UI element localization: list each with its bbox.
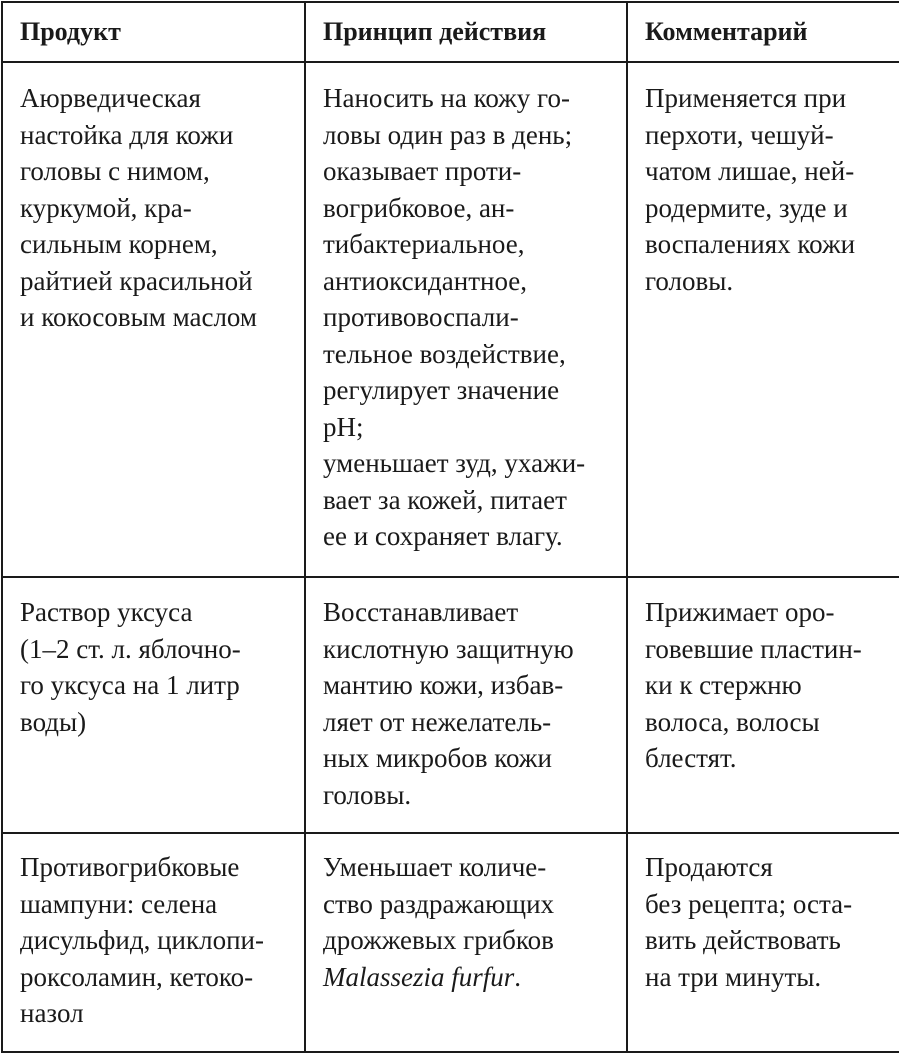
period: . xyxy=(514,961,522,992)
text-line: Восстанавливает xyxy=(323,597,519,627)
text-line: головы. xyxy=(645,265,734,296)
text-line: дрожжевых грибков xyxy=(323,925,554,955)
text-line: волоса, волосы xyxy=(645,706,820,737)
text-line: говевшие пластин- xyxy=(645,633,862,664)
text-line: мантию кожи, избав- xyxy=(323,670,564,700)
text-line: и кокосовым маслом xyxy=(20,302,257,332)
text-line: вогрибковое, ан- xyxy=(323,192,515,223)
cell-comment xyxy=(627,833,899,1052)
cell-comment xyxy=(627,62,899,577)
text-line: Уменьшает количе- xyxy=(323,852,547,882)
header-product: Продукт xyxy=(2,2,305,62)
species-name: Malassezia furfur xyxy=(323,961,515,992)
text-line: тельное воздействие, xyxy=(323,338,566,369)
text-line: уменьшает зуд, ухажи- xyxy=(323,448,586,478)
text-line: сильным корнем, xyxy=(20,229,218,259)
text-line: pH; xyxy=(323,411,364,442)
text-line: Продаются xyxy=(645,852,773,882)
text-line: кислотную защитную xyxy=(323,633,574,664)
text-line: шампуни: селена xyxy=(20,888,218,919)
cell-principle xyxy=(305,62,627,577)
text-line: роксоламин, кетоко- xyxy=(20,961,254,992)
text-line: ловы один раз в день; xyxy=(323,119,573,150)
cell-principle xyxy=(305,577,627,833)
header-principle: Принцип действия xyxy=(305,2,627,62)
text-line: ки к стержню xyxy=(645,670,802,700)
text-line: Аюрведическая xyxy=(20,83,201,113)
text-line: райтией красильной xyxy=(20,265,253,296)
text-line: на три минуты. xyxy=(645,961,822,992)
text-line: чатом лишае, ней- xyxy=(645,156,855,186)
text-line: Противогрибковые xyxy=(20,852,240,882)
text-line: (1–2 ст. л. яблочно- xyxy=(20,633,241,664)
text-line: оказывает проти- xyxy=(323,156,522,186)
text-line: тибактериальное, xyxy=(323,229,525,259)
header-comment: Комментарий xyxy=(627,2,899,62)
text-line: перхоти, чешуй- xyxy=(645,119,834,150)
text-line: блестят. xyxy=(645,743,737,773)
text-line: Прижимает оро- xyxy=(645,597,835,627)
cell-product xyxy=(2,577,305,833)
text-line: ных микробов кожи xyxy=(323,743,552,773)
table-row xyxy=(2,833,899,1052)
text-line: противовоспали- xyxy=(323,302,519,332)
text-line: назол xyxy=(20,998,84,1028)
text-line: воспалениях кожи xyxy=(645,229,856,259)
cell-product xyxy=(2,833,305,1052)
table-row xyxy=(2,62,899,577)
text-line: Применяется при xyxy=(645,83,847,113)
table-header-row xyxy=(2,2,899,62)
text-line: Раствор уксуса xyxy=(20,597,193,627)
cell-product xyxy=(2,62,305,577)
text-line: дисульфид, циклопи- xyxy=(20,925,264,955)
text-line: вить действовать xyxy=(645,925,841,955)
text-line: ляет от нежелатель- xyxy=(323,706,552,737)
text-line: родермите, зуде и xyxy=(645,192,848,223)
text-line: воды) xyxy=(20,706,87,737)
cell-principle xyxy=(305,833,627,1052)
text-line: го уксуса на 1 литр xyxy=(20,670,240,700)
text-line: настойка для кожи xyxy=(20,119,234,150)
text-line: куркумой, кра- xyxy=(20,192,192,223)
text-line: ство раздражающих xyxy=(323,888,555,919)
products-table xyxy=(1,1,899,1053)
text-line: головы с нимом, xyxy=(20,156,210,186)
text-line: ее и сохраняет влагу. xyxy=(323,521,563,551)
text-line: вает за кожей, питает xyxy=(323,484,567,515)
text-line-italic xyxy=(323,959,622,996)
text-line: регулирует значение xyxy=(323,375,560,405)
text-line: антиоксидантное, xyxy=(323,265,528,296)
text-line: головы. xyxy=(323,779,412,810)
table-row xyxy=(2,577,899,833)
text-line: без рецепта; оста- xyxy=(645,888,853,919)
cell-comment xyxy=(627,577,899,833)
text-line: Наносить на кожу го- xyxy=(323,83,570,113)
